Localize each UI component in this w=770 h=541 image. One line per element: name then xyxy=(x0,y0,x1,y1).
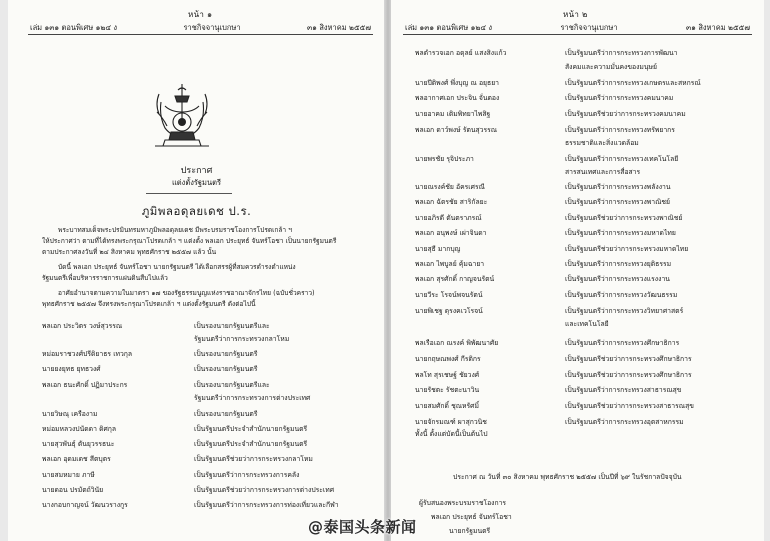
header-gazette: ราชกิจจานุเบกษา xyxy=(183,23,241,32)
appointee-position: เป็นรัฐมนตรีว่าการกระทรวงมหาดไทย xyxy=(565,229,676,237)
appointee-position: เป็นรัฐมนตรีช่วยว่าการกระทรวงศึกษาธิการ xyxy=(565,355,692,363)
appointee-position: เป็นรัฐมนตรีว่าการกระทรวงพลังงาน xyxy=(565,183,671,191)
appointee-name: นายพิเชฐ ดุรงคเวโรจน์ xyxy=(415,307,483,315)
header-rule xyxy=(28,34,373,35)
announcement-title: ประกาศ xyxy=(180,166,213,176)
appointee-position: เป็นรัฐมนตรีช่วยว่าการกระทรวงสาธารณสุข xyxy=(565,402,694,410)
appointee-name: พลเอก ฉัตรชัย สาริกัลยะ xyxy=(415,198,488,206)
paragraph-line: อาศัยอำนาจตามความในมาตรา ๑๗ ของรัฐธรรมนูญแห่งราชอาณาจักรไทย (ฉบับชั่วคราว) xyxy=(58,289,315,297)
appointee-name: พลตำรวจเอก อดุลย์ แสงสิงแก้ว xyxy=(415,49,507,57)
countersign-line: นายกรัฐมนตรี xyxy=(449,527,491,535)
paragraph-line: พุทธศักราช ๒๕๕๗ จึงทรงพระกรุณาโปรดเกล้า ฯ แต่งตั้งรัฐมนตรี ดังต่อไปนี้ xyxy=(42,300,256,308)
appointee-name: พลเอก ประวิตร วงษ์สุวรรณ xyxy=(42,322,123,330)
appointee-position: เป็นรัฐมนตรีว่าการกระทรวงพาณิชย์ xyxy=(565,198,670,206)
appointee-position: เป็นรัฐมนตรีช่วยว่าการกระทรวงมหาดไทย xyxy=(565,245,689,253)
header-date: ๓๑ สิงหาคม ๒๕๕๗ xyxy=(307,23,371,32)
appointee-name: นายจักรมณฑ์ ผาสุกวนิช xyxy=(415,418,487,426)
appointee-name: นายวิษณุ เครืองาม xyxy=(42,410,98,418)
royal-emblem-icon xyxy=(151,82,213,150)
countersign-line: ผู้รับสนองพระบรมราชโองการ xyxy=(419,499,507,507)
appointee-name: นายยงยุทธ ยุทธวงศ์ xyxy=(42,365,101,373)
appointee-name: นายพรชัย รุจิประภา xyxy=(415,155,474,163)
position-continuation: รัฐมนตรีว่าการกระทรวงกลาโหม xyxy=(194,335,290,343)
appointee-position: เป็นรัฐมนตรีช่วยว่าการกระทรวงคมนาคม xyxy=(565,110,686,118)
appointee-name: นายกฤษณพงศ์ กีรติกร xyxy=(415,355,481,363)
appointee-position: เป็นรองนายกรัฐมนตรี xyxy=(194,365,258,373)
king-name: ภูมิพลอดุลยเดช ป.ร. xyxy=(141,204,252,218)
paragraph-line: ตามประกาศลงวันที่ ๒๔ สิงหาคม พุทธศักราช ๒๕๕๗ แล้ว นั้น xyxy=(42,248,217,256)
appointee-name: พลเอก ธนะศักดิ์ ปฏิมาประกร xyxy=(42,381,128,389)
position-continuation: สังคมและความมั่นคงของมนุษย์ xyxy=(565,63,657,71)
appointee-position: เป็นรัฐมนตรีว่าการกระทรวงสาธารณสุข xyxy=(565,386,682,394)
appointee-position: เป็นรัฐมนตรีว่าการกระทรวงวัฒนธรรม xyxy=(565,291,678,299)
appointee-position: เป็นรัฐมนตรีว่าการกระทรวงเกษตรและสหกรณ์ xyxy=(565,79,701,87)
header-volume: เล่ม ๑๓๑ ตอนพิเศษ ๑๒๔ ง xyxy=(30,23,118,32)
appointee-position: เป็นรัฐมนตรีว่าการกระทรวงศึกษาธิการ xyxy=(565,339,680,347)
paragraph-line: บัดนี้ พลเอก ประยุทธ์ จันทร์โอชา นายกรัฐมนตรี ได้เลือกสรรผู้ที่สมควรดำรงตำแหน่ง xyxy=(58,263,296,271)
appointee-position: เป็นรองนายกรัฐมนตรี xyxy=(194,410,258,418)
appointee-position: เป็นรองนายกรัฐมนตรีและ xyxy=(194,322,270,330)
appointee-name: นางกอบกาญจน์ วัฒนวรางกูร xyxy=(42,501,128,509)
appointee-name: นายสุวพันธุ์ ตันยุวรรธนะ xyxy=(42,440,115,448)
appointee-position: เป็นรัฐมนตรีว่าการกระทรวงทรัพยากร xyxy=(565,126,675,134)
appointee-name: หม่อมราชวงศ์ปรีดิยาธร เทวกุล xyxy=(42,350,133,358)
header-volume: เล่ม ๑๓๑ ตอนพิเศษ ๑๒๔ ง xyxy=(405,23,493,32)
appointee-name: พลเอก สุรศักดิ์ กาญจนรัตน์ xyxy=(415,275,495,283)
position-continuation: รัฐมนตรีว่าการกระทรวงการต่างประเทศ xyxy=(194,394,311,402)
appointee-name: นายสุธี มากบุญ xyxy=(415,245,461,253)
appointee-position: เป็นรัฐมนตรีประจำสำนักนายกรัฐมนตรี xyxy=(194,440,308,448)
appointee-position: เป็นรัฐมนตรีว่าการกระทรวงวิทยาศาสตร์ xyxy=(565,307,684,315)
appointee-name: พลเอก ดาว์พงษ์ รัตนสุวรรณ xyxy=(415,126,498,134)
appointee-position: เป็นรัฐมนตรีช่วยว่าการกระทรวงการต่างประเทศ xyxy=(194,486,335,494)
page-header xyxy=(30,22,371,34)
appointee-position: เป็นรัฐมนตรีช่วยว่าการกระทรวงพาณิชย์ xyxy=(565,214,683,222)
appointee-position: เป็นรัฐมนตรีว่าการกระทรวงแรงงาน xyxy=(565,275,670,283)
paragraph-line: รัฐมนตรีเพื่อบริหารราชการแผ่นดินสืบไปแล้ว xyxy=(42,274,168,282)
position-continuation: สารสนเทศและการสื่อสาร xyxy=(565,168,641,176)
appointee-name: นายดอน ปรมัตถ์วินัย xyxy=(42,486,104,494)
appointee-position: เป็นรัฐมนตรีว่าการกระทรวงอุตสาหกรรม xyxy=(565,418,684,426)
appointee-position: เป็นรัฐมนตรีว่าการกระทรวงการคลัง xyxy=(194,471,300,479)
position-continuation: ธรรมชาติและสิ่งแวดล้อม xyxy=(565,139,639,147)
appointee-name: นายสมศักดิ์ ชุณหรัศมิ์ xyxy=(415,402,479,410)
title-divider xyxy=(146,193,232,194)
appointee-position: เป็นรัฐมนตรีว่าการกระทรวงการท่องเที่ยวและกีฬา xyxy=(194,501,339,509)
proclamation-date: ประกาศ ณ วันที่ ๓๐ สิงหาคม พุทธศักราช ๒๕๕๗ เป็นปีที่ ๖๙ ในรัชกาลปัจจุบัน xyxy=(453,473,682,481)
paragraph-line: พระบาทสมเด็จพระปรมินทรมหาภูมิพลอดุลยเดช มีพระบรมราชโองการโปรดเกล้า ฯ xyxy=(58,226,292,234)
appointee-name: นายรัชตะ รัชตะนาวิน xyxy=(415,386,480,394)
page-number: หน้า ๒ xyxy=(563,10,588,19)
header-gazette: ราชกิจจานุเบกษา xyxy=(560,23,618,32)
appointee-name: พลเอก อุดมเดช สีตบุตร xyxy=(42,455,111,463)
countersign-line: พลเอก ประยุทธ์ จันทร์โอชา xyxy=(431,513,512,521)
appointee-name: นายณรงค์ชัย อัครเศรณี xyxy=(415,183,485,191)
appointee-name: พลเอก อนุพงษ์ เผ่าจินดา xyxy=(415,229,487,237)
appointee-position: เป็นรัฐมนตรีว่าการกระทรวงเทคโนโลยี xyxy=(565,155,679,163)
page-right xyxy=(391,0,764,541)
appointee-position: เป็นรัฐมนตรีว่าการกระทรวงคมนาคม xyxy=(565,94,674,102)
appointee-name: พลเรือเอก ณรงค์ พิพัฒนาศัย xyxy=(415,339,499,347)
appointee-name: นายปีติพงศ์ พึ่งบุญ ณ อยุธยา xyxy=(415,79,499,87)
appointee-name: หม่อมหลวงปนัดดา ดิศกุล xyxy=(42,425,117,433)
appointee-name: พลอากาศเอก ประจิน จั่นตอง xyxy=(415,94,500,102)
appointee-position: เป็นรัฐมนตรีช่วยว่าการกระทรวงศึกษาธิการ xyxy=(565,371,692,379)
watermark: @泰国头条新闻 xyxy=(308,518,417,536)
appointee-position: เป็นรัฐมนตรีว่าการกระทรวงการพัฒนา xyxy=(565,49,678,57)
paragraph-line: ให้ประกาศว่า ตามที่ได้ทรงพระกรุณาโปรดเกล้า ฯ แต่งตั้ง พลเอก ประยุทธ์ จันทร์โอชา เป็นนายกรัฐมนตรี xyxy=(42,237,337,245)
appointee-position: เป็นรัฐมนตรีว่าการกระทรวงยุติธรรม xyxy=(565,260,672,268)
page-header xyxy=(405,22,750,34)
appointee-position: เป็นรองนายกรัฐมนตรีและ xyxy=(194,381,270,389)
header-rule xyxy=(403,34,752,35)
header-date: ๓๑ สิงหาคม ๒๕๕๗ xyxy=(686,23,750,32)
appointee-name: นายสมหมาย ภาษี xyxy=(42,471,95,479)
appointee-position: เป็นรัฐมนตรีประจำสำนักนายกรัฐมนตรี xyxy=(194,425,308,433)
appointee-name: นายอาคม เติมพิทยาไพสิฐ xyxy=(415,110,491,118)
appointee-name: พลเอก ไพบูลย์ คุ้มฉายา xyxy=(415,260,485,268)
effective-line: ทั้งนี้ ตั้งแต่บัดนี้เป็นต้นไป xyxy=(415,430,488,438)
position-continuation: และเทคโนโลยี xyxy=(565,320,609,328)
announcement-subtitle: แต่งตั้งรัฐมนตรี xyxy=(171,178,222,187)
appointee-name: พลโท สุรเชษฐ์ ชัยวงศ์ xyxy=(415,371,480,379)
appointee-name: นายวีระ โรจน์พจนรัตน์ xyxy=(415,291,483,299)
page-left xyxy=(8,0,385,541)
page-number: หน้า ๑ xyxy=(188,10,213,19)
appointee-name: นายอภิรดี ตันตราภรณ์ xyxy=(415,214,482,222)
appointee-position: เป็นรองนายกรัฐมนตรี xyxy=(194,350,258,358)
appointee-position: เป็นรัฐมนตรีช่วยว่าการกระทรวงกลาโหม xyxy=(194,455,313,463)
